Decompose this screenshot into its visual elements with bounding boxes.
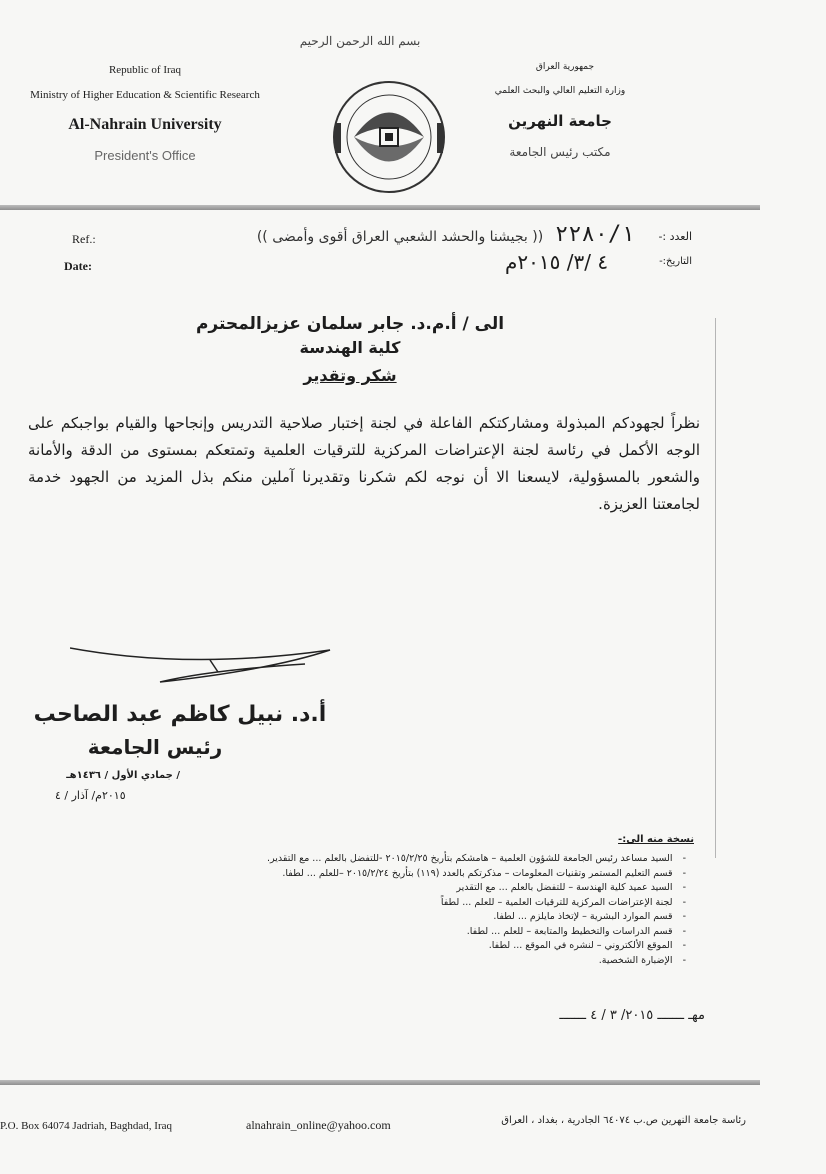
postal-address-ar: رئاسة جامعة النهرين ص.ب ٦٤٠٧٤ الجادرية ، بغداد ، العراق [501, 1115, 746, 1126]
letter-subject: شكر وتقدير [303, 366, 397, 385]
basmala: بسم الله الرحمن الرحيم [299, 34, 421, 48]
ref-number: ٢٢٨٠/١ [555, 222, 635, 247]
copies-heading: نسخة منه الى:- [618, 834, 694, 845]
date-label-ar: التاريخ:- [659, 256, 692, 267]
email-address: alnahrain_online@yahoo.com [246, 1118, 391, 1132]
letter-body: نظراً لجهودكم المبذولة ومشاركتكم الفاعلة في لجنة إختبار صلاحية التدريس وإنجاحها والقيام بواجبكم على الوجه الأكمل في رئاسة لجنة الإعتراضات المركزية للترقيات العلمية وتمتعكم بمستوى من الدقة والأمانة والشعور بالمسؤولية، لايسعنا الا أن نوجه لكم شكرنا وتقديرنا آملين منكم بذل المزيد من الجهود خدمة لجامعتنا العزيزة. [28, 414, 700, 513]
list-item: - قسم الدراسات والتخطيط والمتابعة – للعلم ... لطفا. [126, 925, 686, 940]
list-item: - الإضبارة الشخصية. [126, 954, 686, 969]
list-item: - السيد مساعد رئيس الجامعة للشؤون العلمية – هامشكم بتأريخ ٢٠١٥/٢/٢٥ -للتفضل بالعلم ... مع التقدير. [126, 852, 686, 867]
footer-divider [0, 1080, 760, 1085]
college-name: كلية الهندسة [299, 338, 401, 357]
signatory-title: رئيس الجامعة [87, 735, 223, 759]
list-item: - لجنة الإعتراضات المركزية للترقيات العلمية – للعلم ... لطفاً [126, 896, 686, 911]
office-label-en: President's Office [94, 148, 196, 163]
list-item: - قسم الموارد البشرية – لإتخاذ مايلزم ... لطفا. [126, 910, 686, 925]
postal-address-en: P.O. Box 64074 Jadriah, Baghdad, Iraq [0, 1120, 173, 1132]
republic-label-ar: جمهورية العراق [535, 62, 595, 72]
list-item: - السيد عميد كلية الهندسة – للتفضل بالعلم ... مع التقدير [126, 881, 686, 896]
date-value: ٤ /٣/ ٢٠١٥م [505, 250, 609, 274]
list-item: - قسم التعليم المستمر وتقنيات المعلومات – مذكرتكم بالعدد (١١٩) بتأريخ ٢٠١٥/٢/٢٤ –للعلم ... لطفا. [126, 867, 686, 882]
list-item: - الموقع الألكتروني – لنشره في الموقع ... لطفا. [126, 939, 686, 954]
bottom-date: مهـ ـــــــ ٢٠١٥/ ٣ / ٤ ـــــــ [559, 1008, 705, 1023]
hijri-date: / جمادي الأول / ١٤٣٦هـ [66, 770, 180, 781]
gregorian-date: ٢٠١٥م/ آذار / ٤ [55, 789, 126, 802]
handwritten-signature-icon [70, 640, 370, 700]
republic-label-en: Republic of Iraq [108, 64, 182, 76]
ref-label-en: Ref.: [72, 232, 96, 246]
ministry-label-ar: وزارة التعليم العالي والبحث العلمي [494, 86, 626, 96]
university-seal-icon [330, 78, 448, 196]
ministry-label-en: Ministry of Higher Education & Scientific Research [30, 89, 260, 101]
office-label-ar: مكتب رئيس الجامعة [509, 145, 611, 159]
ref-label-ar: العدد :- [658, 230, 692, 243]
university-name-en: Al-Nahrain University [68, 116, 222, 133]
margin-line [715, 318, 716, 858]
slogan: (( بجيشنا والحشد الشعبي العراق أقوى وأمضى )) [256, 229, 544, 245]
header-divider [0, 205, 760, 210]
addressee: الى / أ.م.د. جابر سلمان عزيزالمحترم [195, 314, 505, 334]
date-label-en: Date: [64, 259, 92, 273]
signatory-name: أ.د. نبيل كاظم عبد الصاحب [33, 702, 327, 727]
university-name-ar: جامعة النهرين [508, 112, 612, 130]
copies-list [126, 852, 686, 968]
